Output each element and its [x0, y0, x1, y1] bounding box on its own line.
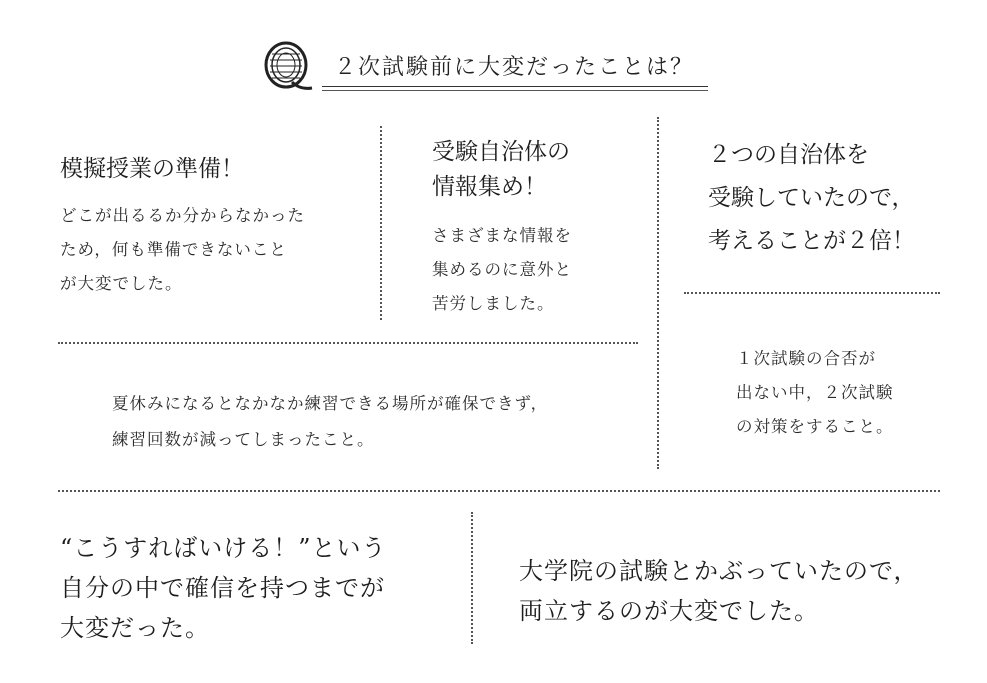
divider-horizontal	[58, 490, 940, 492]
answer-card-4: 夏休みになるとなかなか練習できる場所が確保できず， 練習回数が減ってしまったこと。	[112, 394, 549, 449]
page-title: ２次試験前に大変だったことは？	[334, 55, 695, 80]
divider-horizontal	[684, 292, 940, 294]
answer-card-3	[708, 134, 915, 263]
header-rule	[322, 90, 708, 91]
answer-card-2	[432, 135, 572, 321]
answer-card-5: “こうすればいける！”という 自分の中で確信を持つまでが 大変だった。	[60, 534, 387, 642]
answer-heading: 受験自治体の 情報集め！	[432, 139, 570, 200]
divider-vertical	[657, 117, 659, 469]
divider-vertical	[380, 126, 382, 320]
answer-body: どこが出るるか分からなかった ため，何も準備できないこと が大変でした。	[60, 206, 305, 293]
header-rule	[322, 86, 708, 87]
answer-heading: 模擬授業の準備！	[60, 156, 244, 182]
divider-horizontal	[58, 342, 638, 344]
answer-body-3: １次試験の合否が 出ない中，２次試験 の対策をすること。	[736, 349, 894, 436]
answer-card-1	[60, 152, 305, 301]
answer-card-6: 大学院の試験とかぶっていたので， 両立するのが大変でした。	[519, 557, 919, 625]
q-emblem-icon	[262, 38, 314, 96]
answer-body: さまざまな情報を 集めるのに意外と 苦労しました。	[432, 226, 572, 313]
answer-heading: ２つの自治体を 受験していたので， 考えることが２倍！	[708, 142, 915, 254]
divider-vertical	[471, 512, 473, 644]
